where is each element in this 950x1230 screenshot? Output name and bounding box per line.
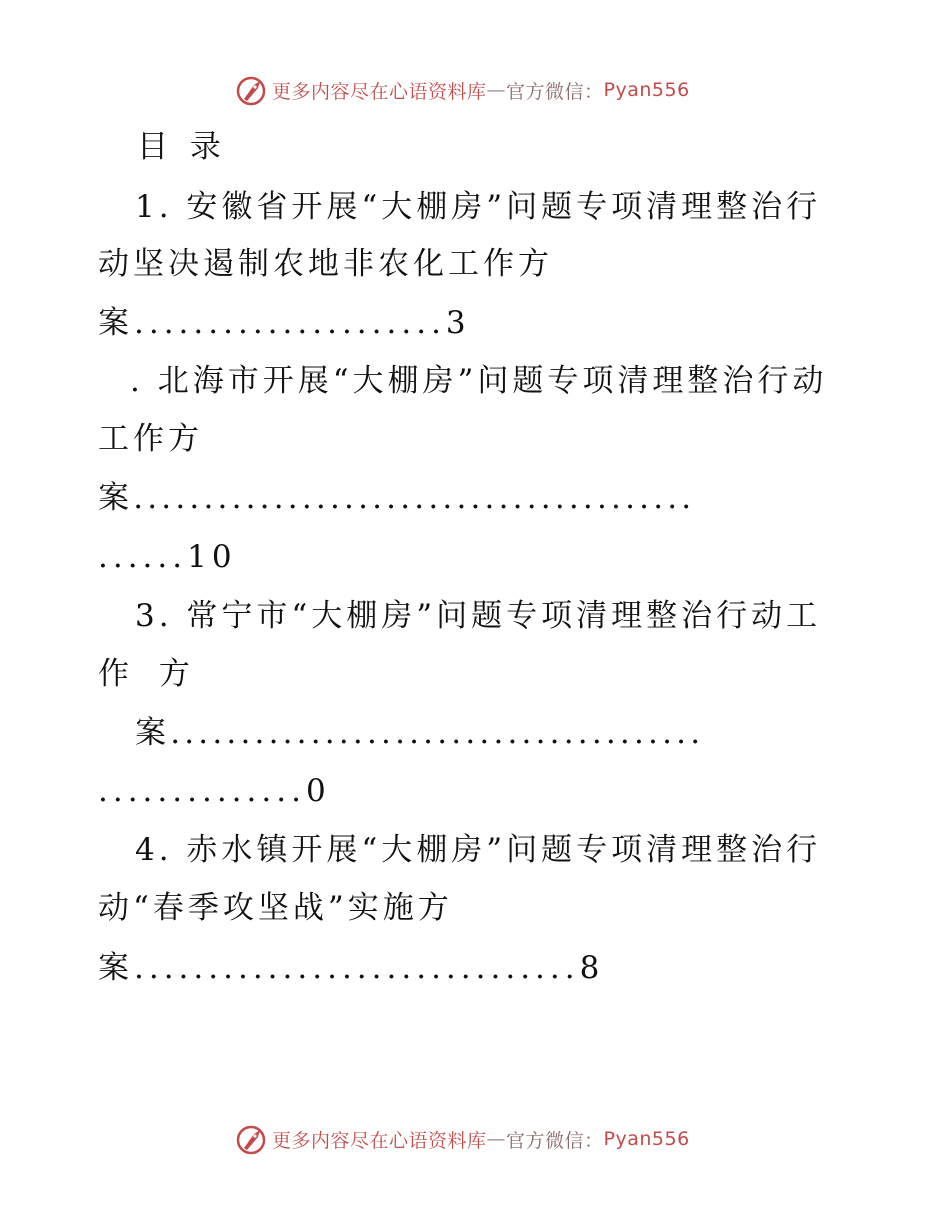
banner-content [234,1119,690,1159]
toc-line: 动“春季攻坚战”实施方 [98,890,453,926]
toc-title: 目 录 [137,129,227,165]
banner-dash: — [486,1128,507,1150]
toc-line: 作 方 [98,656,200,692]
toc-line: ......10 [98,539,237,575]
pen-nib-circle-icon [234,73,268,107]
toc-line: 动坚决遏制农地非农化工作方 [98,246,553,282]
toc-line: 案..............................8 [98,950,605,986]
banner-wechat-id: Pyan556 [603,79,690,101]
header-banner [0,70,950,110]
banner-content [234,70,690,110]
toc-line: . 北海市开展“大棚房”问题专项清理整治行动 [130,363,828,399]
banner-official-label: 官方微信： [506,80,604,103]
toc-line: 3. 常宁市“大棚房”问题专项清理整治行动工 [135,598,822,634]
toc-line: 案........................................ [98,480,696,516]
toc-line: 4. 赤水镇开展“大棚房”问题专项清理整治行 [135,832,822,868]
banner-main-text: 更多内容尽在心语资料库 [272,1129,487,1152]
toc-line: 1. 安徽省开展“大棚房”问题专项清理整治行 [135,189,822,225]
footer-banner [0,1119,950,1159]
toc-line: 工作方 [98,421,203,457]
banner-main-text: 更多内容尽在心语资料库 [272,80,487,103]
toc-line: ..............0 [98,773,331,809]
banner-wechat-id: Pyan556 [603,1128,690,1150]
banner-dash: — [486,79,507,101]
toc-line: 案.....................3 [98,305,471,341]
pen-nib-circle-icon [234,1122,268,1156]
toc-line: 案...................................... [135,715,705,751]
banner-official-label: 官方微信： [506,1129,604,1152]
